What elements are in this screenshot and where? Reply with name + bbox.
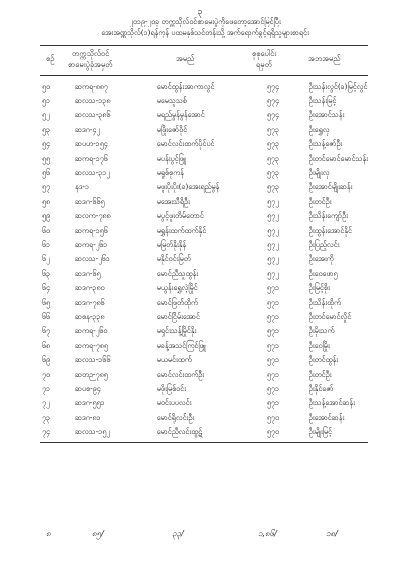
cell-student-name: မနိုင်ဝင်းမြတ် bbox=[156, 254, 191, 264]
cell-exam-seat-number: ဆကရ-၈၈၇ bbox=[75, 81, 108, 91]
cell-exam-seat-number: ဆဒဂ-၆၅ bbox=[75, 268, 101, 278]
header-top-rule bbox=[40, 45, 368, 46]
cell-total-score: ၅၇၄ bbox=[266, 96, 280, 106]
cell-father-name: ဦးသိန်းထိုက် bbox=[308, 297, 342, 307]
cell-total-score: ၅၇၂ bbox=[267, 254, 279, 264]
cell-father-name: ဦးမျိုးလှ bbox=[308, 168, 330, 178]
cell-father-name: ဦးတင်မောင်မောင်သန်း bbox=[308, 153, 368, 163]
cell-number: ၅၈ bbox=[42, 196, 51, 206]
cell-student-name: မဝင်းပပလင်း bbox=[156, 398, 192, 408]
cell-father-name: ဦးဝေမြိုး bbox=[308, 340, 330, 350]
cell-exam-seat-number: ဆဒဂ-၆၆၅ bbox=[75, 196, 105, 206]
table-row bbox=[40, 425, 368, 439]
cell-exam-seat-number: ဆလသ-၃၈၆ bbox=[75, 110, 111, 120]
table-bottom-rule bbox=[40, 442, 368, 443]
cell-total-score: ၅၇၁ bbox=[266, 326, 280, 336]
column-header-score-line1: စုစုပေါင်း bbox=[252, 49, 277, 58]
table-row bbox=[40, 138, 368, 152]
admission-list-table bbox=[40, 80, 368, 440]
cell-father-name: ဦးသန်းလွင်(ခ)မြင့်လွင် bbox=[308, 81, 368, 91]
column-header-id-line2: စာမေးပွဲခုံအမှတ် bbox=[68, 60, 113, 69]
cell-total-score: ၅၇၁ bbox=[266, 311, 280, 321]
cell-father-name: ဦးဝေဖော၅ bbox=[308, 268, 338, 278]
cell-total-score: ၅၇၁ bbox=[266, 340, 280, 350]
cell-student-name: မဖြိုးဇော်ဝိုင် bbox=[156, 124, 188, 134]
cell-exam-seat-number: ဆပဟ-၁၅၄ bbox=[75, 139, 108, 149]
cell-student-name: မဖိုးမြစ်ဝင်း bbox=[156, 383, 186, 393]
cell-father-name: ဦးတင်ထွန်း bbox=[308, 355, 339, 365]
cell-total-score: ၅၇၀ bbox=[266, 427, 280, 437]
cell-total-score: ၅၇၂ bbox=[267, 239, 279, 249]
cell-exam-seat-number: ဆဒဂ-၅၅၁ bbox=[75, 398, 105, 408]
cell-student-name: မယမင်းထက် bbox=[156, 355, 192, 365]
cell-total-score: ၅၇၁ bbox=[266, 398, 280, 408]
cell-exam-seat-number: ဆပစ-၉၄ bbox=[75, 383, 101, 393]
cell-total-score: ၅၇၂ bbox=[267, 225, 279, 235]
table-row bbox=[40, 382, 368, 396]
cell-student-name: မမြတ်နိုးနိုန် bbox=[156, 239, 187, 249]
cell-number: ၇၁ bbox=[42, 383, 51, 393]
cell-exam-seat-number: နဒ-၁ bbox=[75, 182, 90, 192]
table-row bbox=[40, 224, 368, 238]
cell-number: ၅၆ bbox=[42, 168, 51, 178]
column-header-id-line1: တက္ကသိုလ်ဝင် bbox=[72, 49, 110, 58]
cell-total-score: ၅၇၁ bbox=[266, 297, 280, 307]
table-row bbox=[40, 368, 368, 382]
column-header-father: အဘအမည် bbox=[308, 54, 341, 63]
cell-exam-seat-number: ဆလက-၇၈၈ bbox=[75, 211, 111, 221]
cell-father-name: ဦးတင်ဦး bbox=[308, 369, 332, 379]
cell-exam-seat-number: ဆလသ-၃၁၂ bbox=[75, 168, 110, 178]
cell-father-name: ဦးသန့်အောင်ဆန်း bbox=[308, 398, 355, 408]
cell-exam-seat-number: ဆတဉ-၇၈၅ bbox=[75, 369, 108, 379]
cell-student-name: မောင်ဖြတ်ထိုက် bbox=[156, 297, 198, 307]
cell-father-name: ဦးမြင့်စိုး bbox=[308, 283, 330, 293]
cell-father-name: ဦးတင်မောင်လှိုင် bbox=[308, 311, 352, 321]
cell-total-score: ၅၇၁ bbox=[266, 355, 280, 365]
cell-total-score: ၅၇၄ bbox=[266, 81, 280, 91]
cell-student-name: မောင်လင်းထက်ဦး bbox=[156, 369, 205, 379]
cell-number: ၆၂ bbox=[42, 254, 50, 264]
cell-father-name: ဦးနိုင်ဇော် bbox=[308, 383, 334, 393]
cell-number: ၆၁ bbox=[42, 239, 51, 249]
cell-student-name: မောင်ထွန်းအာကာလွင် bbox=[156, 81, 215, 91]
cell-student-name: မောင်ရိုလင်းဦး bbox=[156, 412, 195, 422]
cell-number: ၅၂ bbox=[42, 110, 50, 120]
cell-exam-seat-number: ဆဒဂ-၃၈၀ bbox=[75, 283, 105, 293]
cell-number: ၇၃ bbox=[42, 412, 51, 422]
table-row bbox=[40, 339, 368, 353]
cell-total-score: ၅၇၁ bbox=[266, 383, 280, 393]
table-row bbox=[40, 210, 368, 224]
cell-student-name: မယွန်းရွှေလဲ့မြိုင် bbox=[156, 283, 198, 293]
cell-exam-seat-number: ဆဒဂ-၈၁ bbox=[75, 412, 101, 422]
cell-exam-seat-number: ဆစန-၃၃၈ bbox=[75, 311, 105, 321]
table-row bbox=[40, 397, 368, 411]
cell-student-name: မရှင်းသန့်မြိုင်နိုး bbox=[156, 326, 197, 336]
cell-student-name: မောင်ညီလင်းထွဋ် bbox=[156, 427, 203, 437]
cell-total-score: ၅၇၃ bbox=[266, 168, 280, 178]
document-title-line-1: ၂၀၁၉-၂၀ခု တက္ကသိုလ်ဝင်စာမေးပွဲကိုဖေတော့အောင်မြင်ပြီး bbox=[129, 17, 281, 26]
cell-number: ၅၉ bbox=[42, 211, 51, 221]
cell-number: ၅၃ bbox=[42, 124, 51, 134]
cell-student-name: မခန့်အသင်ကြင်ဖြူ bbox=[156, 340, 206, 350]
cell-father-name: ဦးရွှေလှ bbox=[308, 124, 330, 134]
cell-father-name: ဦးထွန်းအောင်နိုင် bbox=[308, 225, 352, 235]
cell-total-score: ၅၇၃ bbox=[266, 182, 280, 192]
cell-student-name: မရည်မွန်မွန်အောင် bbox=[156, 110, 205, 120]
cell-student-name: မပန်းပွင့်ဖြူ bbox=[156, 153, 186, 163]
cell-student-name: မမေသူသစ် bbox=[156, 96, 187, 106]
cell-student-name: မောင်လင်းထက်ပိုင်ပင် bbox=[156, 139, 215, 149]
page-number: ၃ bbox=[197, 7, 203, 17]
cell-exam-seat-number: ဆလသ-၁၆၆ bbox=[75, 355, 111, 365]
cell-father-name: ဦးသန့်ဇော်ဦး bbox=[308, 139, 343, 149]
table-row bbox=[40, 123, 368, 137]
table-row bbox=[40, 195, 368, 209]
cell-student-name: မအေးသီရိဦး bbox=[156, 196, 190, 206]
cell-number: ၅၅ bbox=[42, 153, 51, 163]
table-row bbox=[40, 181, 368, 195]
table-row bbox=[40, 310, 368, 324]
cell-number: ၇၀ bbox=[42, 369, 51, 379]
cell-exam-seat-number: ဆဒဂ-၇၈၆ bbox=[75, 297, 105, 307]
cell-father-name: ဦးသိန်းကျော်ဦး bbox=[308, 211, 348, 221]
cell-father-name: ဦးအောင်သန်း bbox=[308, 110, 345, 120]
cell-total-score: ၅၇၁ bbox=[266, 369, 280, 379]
footer-mark-2: ၈၅/ bbox=[92, 529, 104, 538]
cell-father-name: ဦးအေးကို bbox=[308, 254, 334, 264]
cell-number: ၇၄ bbox=[42, 427, 51, 437]
cell-number: ၅၇ bbox=[42, 182, 51, 192]
table-row bbox=[40, 109, 368, 123]
cell-exam-seat-number: ဆဒဂ-၄၂ bbox=[75, 124, 100, 134]
cell-number: ၆၅ bbox=[42, 297, 51, 307]
cell-student-name: မောင်ငြိမ်းအောင် bbox=[156, 311, 200, 321]
column-header-name: အမည် bbox=[176, 54, 195, 63]
footer-mark-5: ၁၈/ bbox=[326, 529, 338, 538]
cell-number: ၆၇ bbox=[42, 326, 51, 336]
cell-student-name: မဖူးပိုးပိုး(ခ)အေးရည်မွန် bbox=[156, 182, 220, 192]
cell-number: ၆၀ bbox=[42, 225, 51, 235]
cell-exam-seat-number: ဆကရ-၁၅၆ bbox=[75, 225, 108, 235]
cell-number: ၆၆ bbox=[42, 311, 51, 321]
document-title-line-2: အေးအဏ္ဏသိုလ်(၁)ရန်ကုန် ပထမနှစ်သင်တန်းသို့ အက်ရောက်ခွင့်ရရှိသူများစာရင်း bbox=[101, 28, 309, 37]
cell-father-name: ဦးအောင်မျိုးဆန်း bbox=[308, 182, 353, 192]
cell-total-score: ၅၇၂ bbox=[267, 268, 279, 278]
cell-father-name: ဦးတင်ဦး bbox=[308, 196, 332, 206]
cell-total-score: ၅၇၁ bbox=[266, 283, 280, 293]
table-row bbox=[40, 152, 368, 166]
cell-father-name: ဦးသန်းမြင့် bbox=[308, 96, 337, 106]
cell-number: ၆၈ bbox=[42, 340, 51, 350]
table-row bbox=[40, 166, 368, 180]
table-row bbox=[40, 238, 368, 252]
cell-total-score: ၅၇၃ bbox=[266, 153, 280, 163]
cell-number: ၇၂ bbox=[42, 398, 50, 408]
footer-mark-1: ၈ bbox=[46, 529, 51, 538]
cell-number: ၆၉ bbox=[42, 355, 51, 365]
cell-number: ၆၄ bbox=[42, 283, 51, 293]
cell-student-name: မောင်ညီသူထွန်း bbox=[156, 268, 199, 278]
table-row bbox=[40, 296, 368, 310]
cell-exam-seat-number: ဆလသ-၁၅၂ bbox=[75, 427, 110, 437]
cell-number: ၅၄ bbox=[42, 139, 51, 149]
column-header-no: စဉ် bbox=[46, 54, 55, 63]
footer-mark-4: ၁,၈၆/ bbox=[258, 529, 277, 538]
table-row bbox=[40, 80, 368, 94]
cell-number: ၅၁ bbox=[42, 96, 51, 106]
cell-father-name: ဦးမိုးသက် bbox=[308, 326, 335, 336]
table-row bbox=[40, 353, 368, 367]
cell-number: ၅၀ bbox=[42, 81, 51, 91]
cell-exam-seat-number: ဆလသ-၁၃၈ bbox=[75, 96, 111, 106]
cell-total-score: ၅၇၂ bbox=[267, 211, 279, 221]
footer-mark-3: ၃၃/ bbox=[172, 529, 184, 538]
cell-exam-seat-number: ဆကရ-၂၆၀ bbox=[75, 326, 108, 336]
header-bottom-rule bbox=[40, 75, 368, 76]
table-row bbox=[40, 411, 368, 425]
column-header-score-line2: ရမှတ် bbox=[256, 60, 272, 69]
cell-father-name: ဦးပြည့်လင်း bbox=[308, 239, 340, 249]
cell-father-name: ဦးမျိုးမြင့် bbox=[308, 427, 333, 437]
cell-student-name: မပွင့်ဖူးတိမ်တောင် bbox=[156, 211, 204, 221]
cell-total-score: ၅၇၂ bbox=[267, 196, 279, 206]
table-row bbox=[40, 94, 368, 108]
cell-exam-seat-number: ဆကရ-၁၇၆ bbox=[75, 153, 108, 163]
cell-father-name: ဦးအောင်ဆန်း bbox=[308, 412, 345, 422]
cell-exam-seat-number: ဆလသ-၂၆၁ bbox=[75, 254, 110, 264]
cell-student-name: မရွှန်းထက်ထက်နိုင် bbox=[156, 225, 207, 235]
cell-exam-seat-number: ဆကရ-၂၆၁ bbox=[75, 239, 108, 249]
cell-total-score: ၅၇၃ bbox=[266, 124, 280, 134]
table-row bbox=[40, 325, 368, 339]
cell-total-score: ၅၇၃ bbox=[266, 139, 280, 149]
cell-student-name: မရှုစ်စုကန် bbox=[156, 168, 184, 178]
cell-total-score: ၅၇၀ bbox=[266, 412, 280, 422]
cell-number: ၆၃ bbox=[42, 268, 51, 278]
table-row bbox=[40, 267, 368, 281]
table-row bbox=[40, 253, 368, 267]
cell-total-score: ၅၇၄ bbox=[266, 110, 280, 120]
table-row bbox=[40, 281, 368, 295]
cell-exam-seat-number: ဆကရ-၇၈၅ bbox=[75, 340, 108, 350]
